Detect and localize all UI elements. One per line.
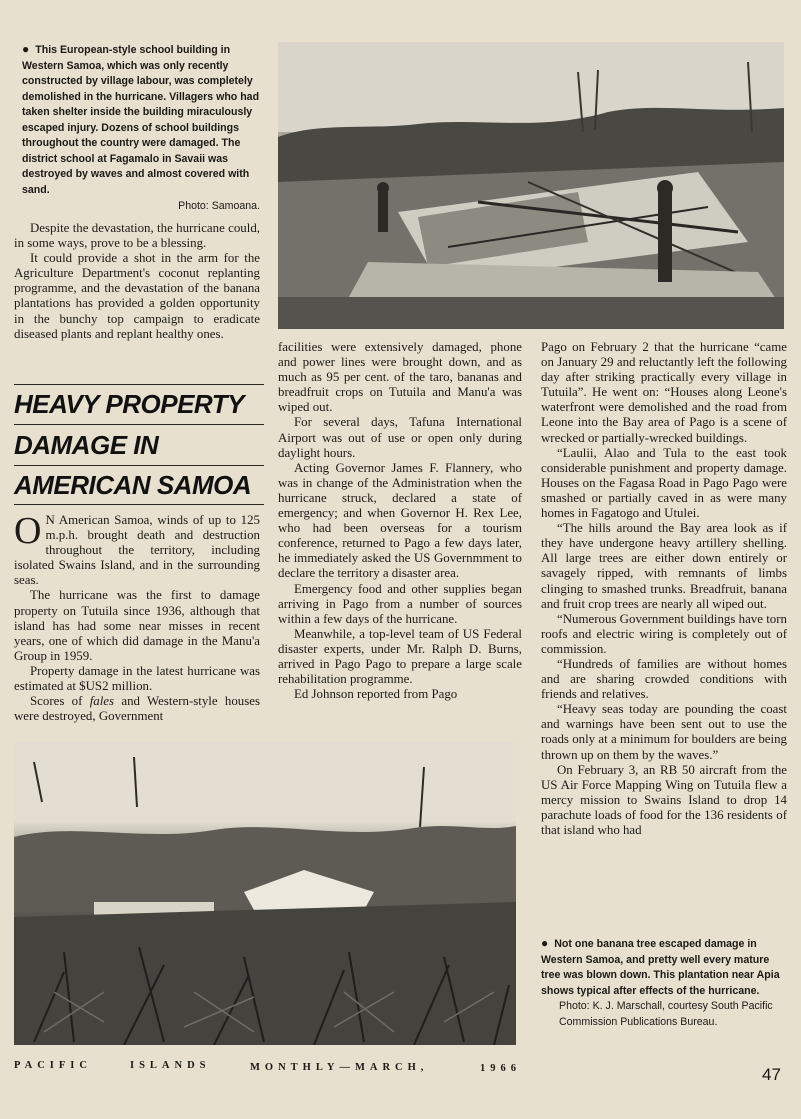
- headline-rule: [14, 424, 264, 425]
- col3-paragraph: “The hills around the Bay area look as if they have undergone heavy artillery shelling. All large trees are either down entirely or savagely ripped, with remnants of limbs clinging to smashed trunks. Breadfruit, banana and fruit crop trees are nearly all wiped out.: [541, 521, 787, 611]
- col3-paragraph: “Numerous Government buildings have torn roofs and electric wiring is completely out of commission.: [541, 611, 787, 656]
- col3-paragraph: “Hundreds of families are without homes and are sharing crowded conditions with friends and relatives.: [541, 656, 787, 702]
- footer-year: 1966: [480, 1063, 521, 1074]
- caption-bottom-text: Not one banana tree escaped damage in Western Samoa, and pretty well every mature tree was blown down. This plantation near Apia shows typical after effects of the hurricane.: [541, 938, 780, 997]
- col3-paragraph: On February 3, an RB 50 aircraft from the US Air Force Mapping Wing on Tutuila flew a mercy mission to Swains Island to drop 14 parachute loads of food for the 136 residents of that island who had: [541, 762, 787, 837]
- article-column-2: [278, 340, 522, 702]
- photo-demolished-school: [278, 42, 784, 329]
- col1-paragraph: [14, 694, 260, 724]
- col3-paragraph: “Laulii, Alao and Tula to the east took considerable punishment and property damage. Houses on the Fagasa Road in Pago Pago were smashed or partially caved in as were many homes in Fagatogo and Utulei.: [541, 445, 787, 521]
- col2-paragraph: facilities were extensively damaged, phone and power lines were brought down, and as much as 95 per cent. of the taro, bananas and breadfruit crops on Tutuila and Manu'a was wiped out.: [278, 340, 522, 415]
- headline-line-1: HEAVY PROPERTY: [14, 389, 244, 419]
- col2-paragraph: Meanwhile, a top-level team of US Federal disaster experts, under Mr. Ralph D. Burns, arrived in Pago Pago to prepare a large scale rehabilitation programme.: [278, 626, 522, 687]
- headline-line-2: DAMAGE IN: [14, 430, 159, 460]
- first-paragraph-text: N American Samoa, winds of up to 125 m.p.h. brought death and destruction throughout the territory, including isolated Swains Island, and in the surrounding seas.: [14, 513, 260, 588]
- article-column-3: [541, 340, 787, 838]
- fales-word: fales: [89, 694, 115, 709]
- col2-paragraph: Emergency food and other supplies began arriving in Pago from a number of sources within a few days of the hurricane.: [278, 581, 522, 626]
- caption-bottom: [541, 936, 786, 1030]
- col2-paragraph: Ed Johnson reported from Pago: [294, 687, 458, 702]
- bullet-icon: ●: [22, 42, 30, 56]
- caption-top: [22, 42, 260, 215]
- article-column-1: [14, 510, 260, 724]
- banana-plantation-illustration: [14, 742, 516, 1045]
- col3-paragraph: Pago on February 2 that the hurricane “came on January 29 and reluctantly left the following day after striking practically every village in Tutuila”. He went on: “Houses along Leone's waterfront were demolished and the road from Leone into the Bay area of Pago is a scene of wrecked or partially-wrecked buildings.: [541, 340, 787, 445]
- first-paragraph: [14, 510, 260, 588]
- col1-p4-end: and Western-style houses were destroyed, Government: [14, 694, 260, 724]
- footer-word: ISLANDS: [130, 1060, 211, 1071]
- caption-top-text: This European-style school building in Western Samoa, which was only recently constructed by village labour, was completely demolished in the hurricane. Villagers who had taken shelter inside the building miraculously escaped injury. Dozens of school buildings throughout the country were damaged. The district school at Fagamalo in Savaii was destroyed by waves and almost covered with sand.: [22, 44, 260, 196]
- col3-paragraph: “Heavy seas today are pounding the coast and warnings have been sent out to use the roads only at a minimum for boulders are being thrown up on them by the waves.”: [541, 702, 787, 762]
- headline-rule: [14, 384, 264, 385]
- headline-rule: [14, 465, 264, 466]
- headline-rule: [14, 504, 264, 505]
- headline-line-3: AMERICAN SAMOA: [14, 470, 252, 500]
- caption-bottom-credit: Photo: K. J. Marschall, courtesy South Pacific Commission Publications Bureau.: [559, 1000, 773, 1028]
- intro-paragraph: It could provide a shot in the arm for the Agriculture Department's coconut replanting programme, and the devastation of the banana plantations has provided a golden opportunity in the bunchy top campaign to eradicate diseased plants and replant healthy ones.: [14, 251, 260, 341]
- col1-paragraph: Property damage in the latest hurricane was estimated at $US2 million.: [14, 663, 260, 694]
- intro-text: [14, 221, 260, 342]
- col2-paragraph: For several days, Tafuna International Airport was out of use or open only during daylight hours.: [278, 415, 522, 460]
- col2-paragraph: Acting Governor James F. Flannery, who was in change of the Administration when the hurricane struck, declared a state of emergency; and when Governor H. Rex Lee, who had been overseas for a tourism conference, returned to Pago a few days later, he immediately asked the US Governmment to declare the territory a disaster area.: [278, 460, 522, 581]
- bullet-icon: ●: [541, 936, 549, 950]
- drop-cap: O: [14, 510, 42, 552]
- photo-banana-plantation: [14, 742, 516, 1045]
- demolished-school-illustration: [278, 42, 784, 329]
- footer-word: MONTHLY—MARCH,: [250, 1062, 429, 1073]
- footer-word: PACIFIC: [14, 1060, 92, 1071]
- intro-paragraph: Despite the devastation, the hurricane could, in some ways, prove to be a blessing.: [14, 221, 260, 251]
- page-number: 47: [762, 1065, 781, 1084]
- caption-top-credit: Photo: Samoana.: [178, 200, 260, 212]
- col1-paragraph: The hurricane was the first to damage property on Tutuila since 1936, although that island has had some near misses in recent years, one of which did damage in the Manu'a Group in 1959.: [14, 588, 260, 663]
- col1-p4-start: Scores of: [30, 694, 90, 709]
